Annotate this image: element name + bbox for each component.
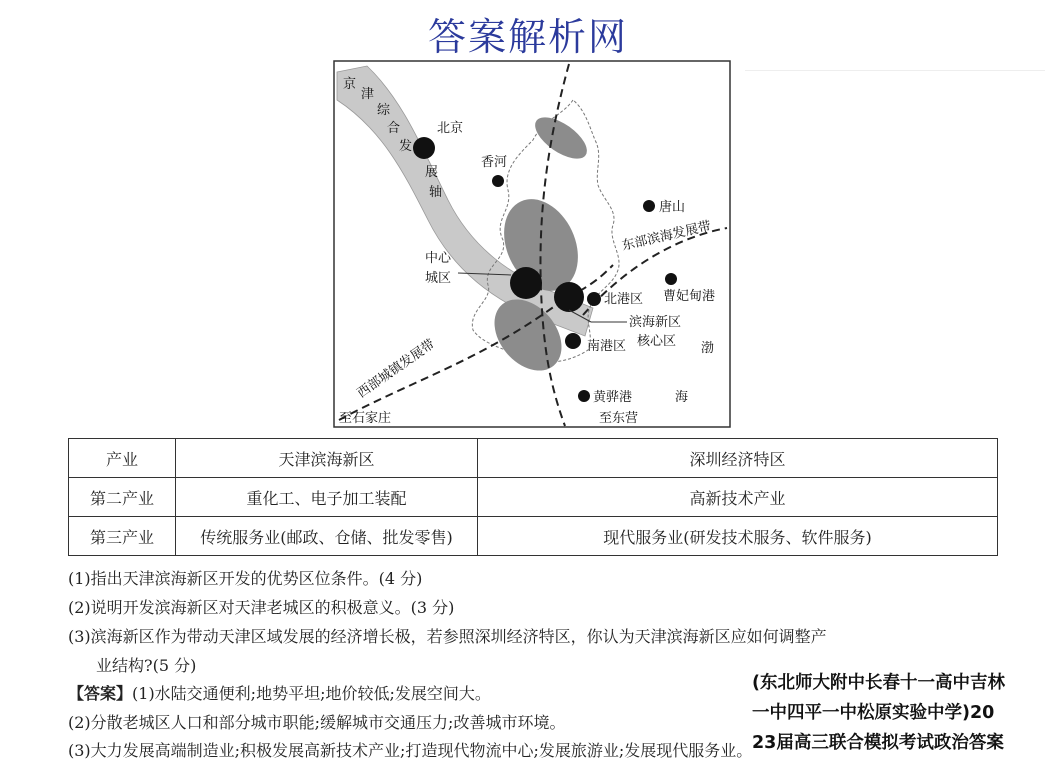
question-1: (1)指出天津滨海新区开发的优势区位条件。(4 分) <box>68 569 423 588</box>
question-3-continued: 业结构?(5 分) <box>96 656 197 675</box>
label-tangshan: 唐山 <box>659 200 686 215</box>
corridor-char: 展 <box>425 165 439 180</box>
corridor-char: 津 <box>361 87 375 102</box>
table-cell: 重化工、电子加工装配 <box>176 478 478 517</box>
source-note-line: 一中四平一中松原实验中学)20 <box>752 703 995 723</box>
answer-line-1 <box>68 684 491 704</box>
label-hai: 海 <box>675 390 689 405</box>
table-cell: 第三产业 <box>69 517 176 556</box>
corridor-char: 合 <box>387 121 401 136</box>
watermark-title: 答案解析网 <box>427 15 628 59</box>
table-row <box>69 517 998 556</box>
nangang-dot <box>565 333 581 349</box>
question-2: (2)说明开发滨海新区对天津老城区的积极意义。(3 分) <box>68 598 455 617</box>
question-3: (3)滨海新区作为带动天津区域发展的经济增长极，若参照深圳经济特区，你认为天津滨海新区应如何调整产 <box>68 627 827 646</box>
tianjin-map-figure <box>333 60 731 428</box>
beijing-dot <box>413 137 435 159</box>
header-cell: 深圳经济特区 <box>478 439 998 478</box>
table-row <box>69 478 998 517</box>
label-to-shijiazhuang: 至石家庄 <box>339 411 392 426</box>
answer-line-2: (2)分散老城区人口和部分城市职能;缓解城市交通压力;改善城市环境。 <box>68 713 566 732</box>
answer-line-3: (3)大力发展高端制造业;积极发展高新技术产业;打造现代物流中心;发展旅游业;发展现代服务业。 <box>68 741 753 760</box>
center-city-dot <box>510 267 542 299</box>
corridor-char: 发 <box>399 139 413 154</box>
label-bo: 渤 <box>701 341 715 356</box>
table-cell: 现代服务业(研发技术服务、软件服务) <box>478 517 998 556</box>
label-east-belt: 东部滨海发展带 <box>620 218 713 254</box>
label-nangang: 南港区 <box>587 339 627 354</box>
label-center-1: 中心 <box>425 251 452 266</box>
industry-comparison-table <box>68 438 998 556</box>
corridor-char: 京 <box>343 77 357 92</box>
source-note-line: 23届高三联合模拟考试政治答案 <box>752 733 1004 753</box>
label-beigang: 北港区 <box>604 292 644 307</box>
huanghua-dot <box>578 390 590 402</box>
header-cell: 产业 <box>69 439 176 478</box>
label-to-dongying: 至东营 <box>599 411 639 426</box>
label-west-belt: 西部城镇发展带 <box>354 336 438 402</box>
binhai-dot <box>554 282 584 312</box>
label-xianghe: 香河 <box>481 155 508 170</box>
corridor-char: 轴 <box>429 185 443 200</box>
caofeidian-dot <box>665 273 677 285</box>
source-note-line: (东北师大附中长春十一高中吉林 <box>752 673 1005 693</box>
label-beijing: 北京 <box>437 121 464 136</box>
table-cell: 传统服务业(邮政、仓储、批发零售) <box>176 517 478 556</box>
xianghe-dot <box>492 175 504 187</box>
tangshan-dot <box>643 200 655 212</box>
beigang-dot <box>587 292 601 306</box>
label-huanghua: 黄骅港 <box>593 390 633 405</box>
corridor-char: 综 <box>377 103 391 118</box>
answer-label: 【答案】 <box>68 684 133 703</box>
label-binhai-1: 滨海新区 <box>629 315 682 330</box>
answer-1-text: (1)水陆交通便利;地势平坦;地价较低;发展空间大。 <box>132 684 491 703</box>
header-cell: 天津滨海新区 <box>176 439 478 478</box>
label-caofeidian: 曹妃甸港 <box>663 289 716 304</box>
source-note <box>752 668 1056 758</box>
table-cell: 第二产业 <box>69 478 176 517</box>
label-center-2: 城区 <box>425 271 452 286</box>
table-header-row <box>69 439 998 478</box>
table-cell: 高新技术产业 <box>478 478 998 517</box>
bleed-through-1 <box>745 70 1045 72</box>
label-binhai-2: 核心区 <box>637 334 677 349</box>
